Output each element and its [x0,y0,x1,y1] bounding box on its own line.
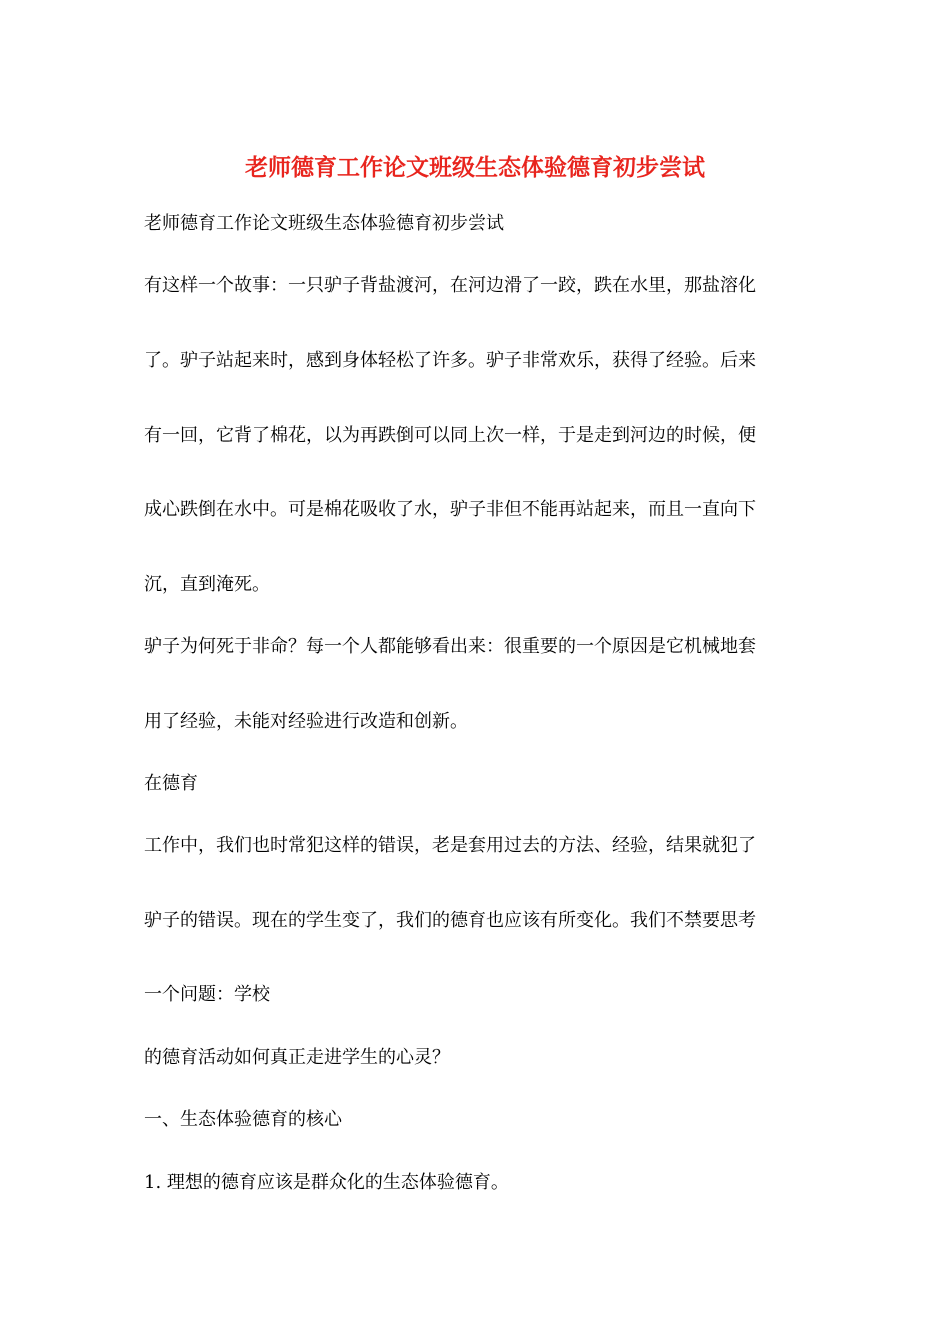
item-number: 1. [144,1172,162,1193]
document-subtitle: 老师德育工作论文班级生态体验德育初步尝试 [144,213,504,234]
body-line: 了。驴子站起来时，感到身体轻松了许多。驴子非常欢乐，获得了经验。后来 [144,350,756,371]
item-text: 理想的德育应该是群众化的生态体验德育。 [166,1172,509,1193]
body-line: 工作中，我们也时常犯这样的错误，老是套用过去的方法、经验，结果就犯了 [144,835,756,856]
body-line: 驴子的错误。现在的学生变了，我们的德育也应该有所变化。我们不禁要思考 [144,910,756,931]
body-line: 有这样一个故事：一只驴子背盐渡河，在河边滑了一跤，跌在水里，那盐溶化 [144,275,756,296]
section-heading: 一、生态体验德育的核心 [144,1109,342,1130]
body-line: 有一回，它背了棉花，以为再跌倒可以同上次一样，于是走到河边的时候，便 [144,425,756,446]
body-line: 沉，直到淹死。 [144,574,270,595]
body-line: 成心跌倒在水中。可是棉花吸收了水，驴子非但不能再站起来，而且一直向下 [144,499,756,520]
document-title: 老师德育工作论文班级生态体验德育初步尝试 [245,155,705,181]
body-line: 驴子为何死于非命？每一个人都能够看出来：很重要的一个原因是它机械地套 [144,636,756,657]
body-line: 在德育 [144,773,198,794]
body-line: 一个问题：学校 [144,984,270,1005]
body-line: 用了经验，未能对经验进行改造和创新。 [144,711,468,732]
numbered-item [144,1171,509,1195]
body-line: 的德育活动如何真正走进学生的心灵？ [144,1047,450,1068]
